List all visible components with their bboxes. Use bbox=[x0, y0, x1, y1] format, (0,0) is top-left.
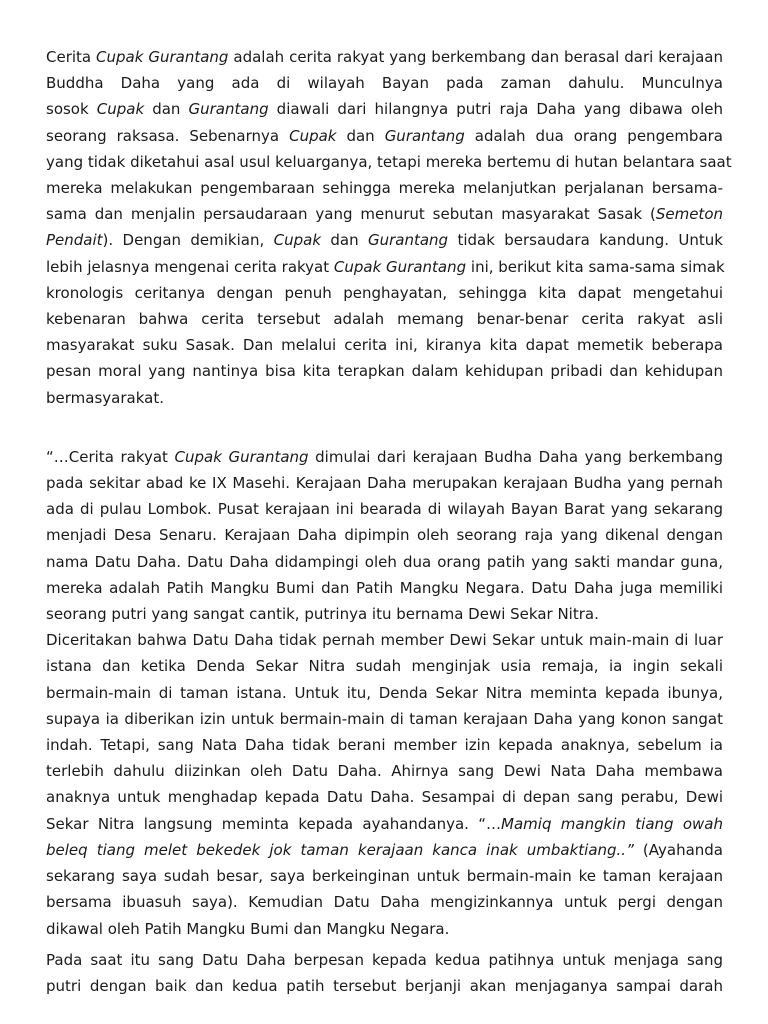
text-line: beleq tiang melet bekedek jok taman kerajaan kanca inak umbaktiang..” (Ayahanda bbox=[46, 840, 723, 859]
document-page bbox=[46, 44, 732, 999]
text-line: pesan moral yang nantinya bisa kita terapkan dalam kehidupan pribadi dan kehidupan bbox=[46, 362, 723, 381]
text-line: terlebih dahulu diizinkan oleh Datu Daha. Ahirnya sang Dewi Nata Daha membawa bbox=[46, 762, 723, 781]
italic-term: beleq tiang melet bekedek jok taman kerajaan kanca inak umbaktiang..” bbox=[46, 840, 634, 859]
text-line: pada sekitar abad ke IX Masehi. Kerajaan Daha merupakan kerajaan Budha yang pernah bbox=[46, 474, 723, 493]
italic-term: Cupak Gurantang bbox=[96, 48, 229, 66]
text-line: sosok Cupak dan Gurantang diawali dari hilangnya putri raja Daha yang dibawa oleh bbox=[46, 100, 723, 119]
text-line: masyarakat suku Sasak. Dan melalui cerita ini, kiranya kita dapat memetik beberapa bbox=[46, 336, 723, 355]
italic-term: Cupak Gurantang bbox=[174, 447, 309, 466]
text-line: seorang putri yang sangat cantik, putrinya itu bernama Dewi Sekar Nitra. bbox=[46, 605, 599, 624]
italic-term: Cupak Gurantang bbox=[333, 257, 467, 276]
italic-term: Cupak bbox=[273, 231, 322, 250]
italic-term: Mamiq mangkin tiang owah bbox=[501, 814, 723, 833]
text-line: anaknya untuk menghadap kepada Datu Daha. Sesampai di depan sang perabu, Dewi bbox=[46, 788, 723, 807]
italic-term: Cupak bbox=[289, 126, 337, 145]
italic-term: Gurantang bbox=[367, 231, 449, 250]
text-line: bersama ibuasuh saya). Kemudian Datu Daha mengizinkannya untuk pergi dengan bbox=[46, 893, 723, 912]
italic-term: Gurantang bbox=[384, 126, 465, 145]
text-line: sama dan menjalin persaudaraan yang menurut sebutan masyarakat Sasak (Semeton bbox=[46, 205, 723, 224]
text-line: indah. Tetapi, sang Nata Daha tidak berani member izin kepada anaknya, sebelum ia bbox=[46, 736, 723, 755]
text-line: lebih jelasnya mengenai cerita rakyat Cupak Gurantang ini, berikut kita sama-sama simak bbox=[46, 257, 725, 276]
text-line: nama Datu Daha. Datu Daha didampingi oleh dua orang patih yang sakti mandar guna, bbox=[46, 552, 723, 571]
text-line: Cerita Cupak Gurantang adalah cerita rakyat yang berkembang dan berasal dari kerajaan bbox=[46, 48, 723, 66]
italic-term: Semeton bbox=[655, 205, 723, 224]
text-line: seorang raksasa. Sebenarnya Cupak dan Gurantang adalah dua orang pengembara bbox=[46, 126, 723, 145]
text-line: supaya ia diberikan izin untuk bermain-main di taman kerajaan Daha yang konon sangat bbox=[46, 709, 723, 728]
text-line: Buddha Daha yang ada di wilayah Bayan pada zaman dahulu. Munculnya bbox=[46, 74, 723, 93]
text-line: mereka adalah Patih Mangku Bumi dan Patih Mangku Negara. Datu Daha juga memiliki bbox=[46, 578, 723, 597]
text-line: sekarang saya sudah besar, saya berkeinginan untuk bermain-main ke taman kerajaan bbox=[46, 867, 723, 886]
text-line: “…Cerita rakyat Cupak Gurantang dimulai dari kerajaan Budha Daha yang berkembang bbox=[46, 447, 723, 466]
text-line: yang tidak diketahui asal usul keluarganya, tetapi mereka bertemu di hutan belantara saat bbox=[46, 152, 732, 171]
text-line: Pada saat itu sang Datu Daha berpesan kepada kedua patihnya untuk menjaga sang bbox=[46, 950, 723, 969]
italic-term: Gurantang bbox=[188, 100, 269, 119]
text-line: dikawal oleh Patih Mangku Bumi dan Mangku Negara. bbox=[46, 919, 450, 938]
text-line: kronologis ceritanya dengan penuh penghayatan, sehingga kita dapat mengetahui bbox=[46, 283, 723, 302]
text-line: istana dan ketika Denda Sekar Nitra sudah menginjak usia remaja, ia ingin sekali bbox=[46, 657, 723, 676]
text-line: putri dengan baik dan kedua patih tersebut berjanji akan menjaganya sampai darah bbox=[46, 976, 723, 995]
text-line: ada di pulau Lombok. Pusat kerajaan ini bearada di wilayah Bayan Barat yang sekarang bbox=[46, 500, 723, 519]
text-line: Sekar Nitra langsung meminta kepada ayahandanya. “…Mamiq mangkin tiang owah bbox=[46, 814, 723, 833]
text-line: kebenaran bahwa cerita tersebut adalah memang benar-benar cerita rakyat asli bbox=[46, 310, 723, 329]
paragraph-story bbox=[46, 444, 723, 942]
text-line: menjadi Desa Senaru. Kerajaan Daha dipimpin oleh seorang raja yang dikenal dengan bbox=[46, 526, 723, 545]
paragraph-continuation bbox=[46, 947, 723, 999]
paragraph-intro bbox=[46, 44, 732, 411]
italic-term: Pendait bbox=[46, 231, 103, 250]
text-line: Diceritakan bahwa Datu Daha tidak pernah member Dewi Sekar untuk main-main di luar bbox=[46, 631, 723, 650]
text-line: mereka melakukan pengembaraan sehingga mereka melanjutkan perjalanan bersama- bbox=[46, 179, 723, 198]
italic-term: Cupak bbox=[96, 100, 145, 119]
text-line: bermain-main di taman istana. Untuk itu, Denda Sekar Nitra meminta kepada ibunya, bbox=[46, 683, 723, 702]
text-line: Pendait). Dengan demikian, Cupak dan Gurantang tidak bersaudara kandung. Untuk bbox=[46, 231, 723, 250]
text-line: bermasyarakat. bbox=[46, 388, 164, 407]
